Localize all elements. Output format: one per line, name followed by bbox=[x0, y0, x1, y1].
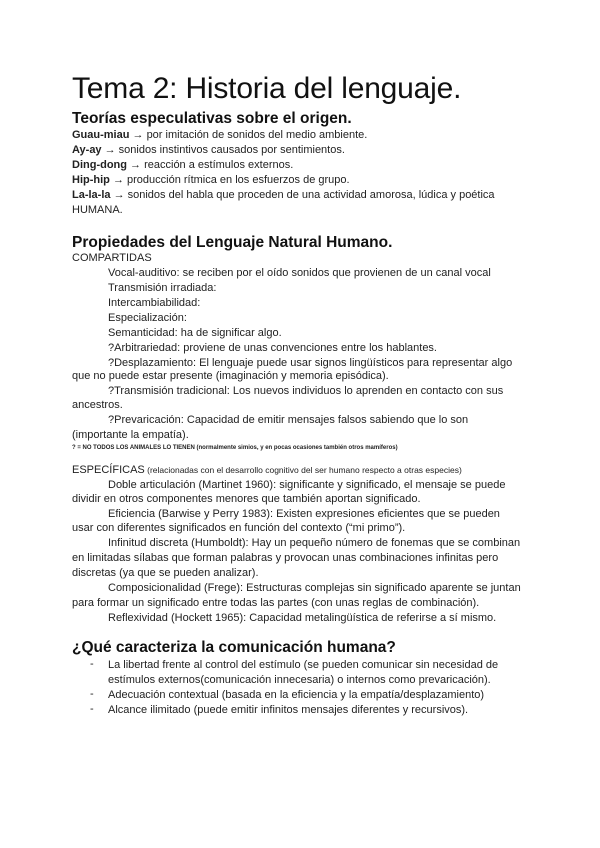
theory-term: Ding-dong bbox=[72, 159, 127, 171]
property-item-continued: dividir en otros componentes menores que también aportan significado. bbox=[72, 493, 421, 505]
property-item-continued: que no puede estar presente (imaginación y memoria episódica). bbox=[72, 370, 389, 382]
bullet-dash: - bbox=[90, 658, 94, 670]
property-item: Reflexividad (Hockett 1965): Capacidad metalingüística de referirse a sí mismo. bbox=[108, 612, 497, 624]
page-title: Tema 2: Historia del lenguaje. bbox=[72, 72, 462, 105]
subheading-compartidas: COMPARTIDAS bbox=[72, 252, 152, 264]
property-item: Eficiencia (Barwise y Perry 1983): Existen expresiones eficientes que se pueden bbox=[108, 508, 500, 520]
theory-item-continued: HUMANA. bbox=[72, 204, 123, 216]
bullet-item: Adecuación contextual (basada en la eficiencia y la empatía/desplazamiento) bbox=[108, 689, 485, 701]
property-item: ?Desplazamiento: El lenguaje puede usar signos lingüísticos para representar algo bbox=[108, 357, 513, 369]
theory-item bbox=[72, 188, 495, 203]
property-item: ?Transmisión tradicional: Los nuevos individuos lo aprenden en contacto con sus bbox=[108, 385, 504, 397]
property-item-continued: (importante la empatía). bbox=[72, 429, 189, 441]
bullet-item: La libertad frente al control del estímulo (se pueden comunicar sin necesidad de bbox=[108, 659, 499, 671]
property-item: ?Arbitrariedad: proviene de unas convenciones entre los hablantes. bbox=[108, 342, 437, 354]
property-item-continued: discretas (ya que se pueden analizar). bbox=[72, 567, 259, 579]
theory-term: Hip-hip bbox=[72, 174, 110, 186]
property-item-continued: en limitadas sílabas que forman palabras y provocan unas combinaciones infinitas pero bbox=[72, 552, 499, 564]
theory-text: → reacción a estímulos externos. bbox=[126, 159, 294, 171]
theory-item bbox=[72, 143, 345, 158]
footnote: ? = NO TODOS LOS ANIMALES LO TIENEN (normalmente simios, y en pocas ocasiones también otros mamíferos) bbox=[72, 445, 398, 451]
property-item: Composicionalidad (Frege): Estructuras complejas sin significado aparente se juntan bbox=[108, 582, 521, 594]
section-heading-communication: ¿Qué caracteriza la comunicación humana? bbox=[72, 639, 396, 656]
property-item-continued: ancestros. bbox=[72, 399, 123, 411]
section-heading-theories: Teorías especulativas sobre el origen. bbox=[72, 110, 352, 127]
especificas-note: (relacionadas con el desarrollo cognitivo del ser humano respecto a otras especies) bbox=[144, 465, 462, 475]
bullet-dash: - bbox=[90, 688, 94, 700]
theory-term: Guau-miau bbox=[72, 129, 130, 141]
bullet-dash: - bbox=[90, 703, 94, 715]
theory-text: → producción rítmica en los esfuerzos de grupo. bbox=[109, 174, 350, 186]
theory-item bbox=[72, 158, 293, 173]
property-item-continued: usar con diferentes significados en función del contexto (“mi primo”). bbox=[72, 522, 406, 534]
especificas-label: ESPECÍFICAS bbox=[72, 464, 145, 476]
property-item-continued: para formar un significado entre todas las partes (con unas reglas de combinación). bbox=[72, 597, 480, 609]
theory-item bbox=[72, 128, 367, 143]
theory-item bbox=[72, 173, 350, 188]
theory-term: La-la-la bbox=[72, 189, 111, 201]
property-item: ?Prevaricación: Capacidad de emitir mensajes falsos sabiendo que lo son bbox=[108, 414, 469, 426]
theory-text: → sonidos instintivos causados por sentimientos. bbox=[101, 144, 345, 156]
theory-term: Ay-ay bbox=[72, 144, 102, 156]
property-item: Vocal-auditivo: se reciben por el oído sonidos que provienen de un canal vocal bbox=[108, 267, 491, 279]
subheading-especificas bbox=[72, 463, 462, 478]
theory-text: → por imitación de sonidos del medio ambiente. bbox=[129, 129, 368, 141]
bullet-item: Alcance ilimitado (puede emitir infinitos mensajes diferentes y recursivos). bbox=[108, 704, 469, 716]
theory-text: → sonidos del habla que proceden de una actividad amorosa, lúdica y poética bbox=[110, 189, 495, 201]
section-heading-properties: Propiedades del Lenguaje Natural Humano. bbox=[72, 234, 393, 251]
property-item: Especialización: bbox=[108, 312, 187, 324]
bullet-item-continued: estímulos externos(comunicación innecesaria) o internos como prevaricación). bbox=[108, 674, 491, 686]
property-item: Infinitud discreta (Humboldt): Hay un pequeño número de fonemas que se combinan bbox=[108, 537, 521, 549]
property-item: Semanticidad: ha de significar algo. bbox=[108, 327, 282, 339]
property-item: Transmisión irradiada: bbox=[108, 282, 217, 294]
property-item: Intercambiabilidad: bbox=[108, 297, 201, 309]
property-item: Doble articulación (Martinet 1960): significante y significado, el mensaje se puede bbox=[108, 479, 506, 491]
